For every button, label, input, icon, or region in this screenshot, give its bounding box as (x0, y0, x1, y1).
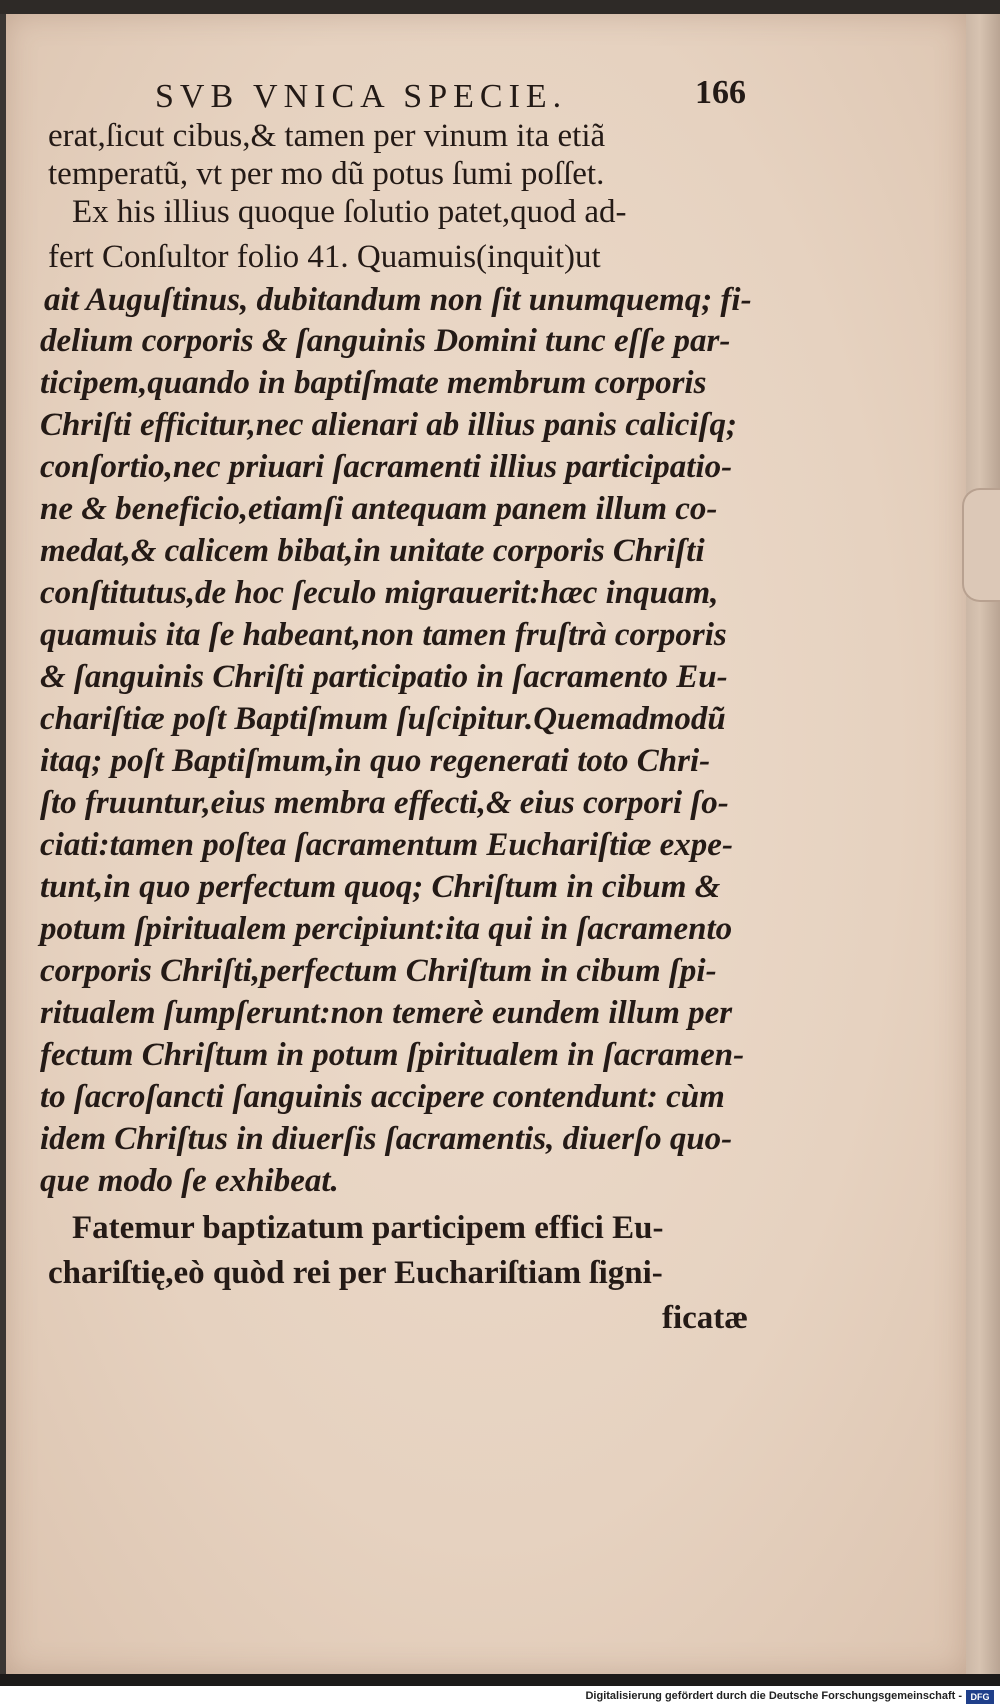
text-line: temperatũ, vt per mo dũ potus ſumi poſſet. (48, 156, 605, 192)
text-line: Fatemur baptizatum participem effici Eu- (72, 1210, 664, 1246)
text-line: ticipem,quando in baptiſmate membrum corporis (40, 365, 707, 401)
text-line: to ſacroſancti ſanguinis accipere contendunt: cùm (40, 1079, 725, 1115)
text-line: itaq; poſt Baptiſmum,in quo regenerati toto Chri- (40, 743, 711, 779)
text-line: ciati:tamen poſtea ſacramentum Euchariſtiæ expe- (40, 827, 733, 863)
text-line: quamuis ita ſe habeant,non tamen fruſtrà corporis (40, 617, 727, 653)
text-line: conſortio,nec priuari ſacramenti illius participatio- (40, 449, 733, 485)
text-line: delium corporis & ſanguinis Domini tunc eſſe par- (40, 323, 731, 359)
dfg-logo: DFG (966, 1690, 994, 1704)
text-line: ne & beneficio,etiamſi antequam panem illum co- (40, 491, 718, 527)
text-line: & ſanguinis Chriſti participatio in ſacramento Eu- (40, 659, 728, 695)
text-line: conſtitutus,de hoc ſeculo migrauerit:hæc inquam, (40, 575, 719, 611)
text-line: Chriſti efficitur,nec alienari ab illius panis caliciſq; (40, 407, 738, 443)
text-line: fectum Chriſtum in potum ſpiritualem in ſacramen- (40, 1037, 745, 1073)
running-head: SVB VNICA SPECIE. (155, 78, 568, 115)
text-line: que modo ſe exhibeat. (40, 1163, 339, 1199)
page-tab-mark (962, 488, 1000, 602)
text-line: fert Conſultor folio 41. Quamuis(inquit)ut (48, 239, 601, 275)
text-line: ſto fruuntur,eius membra effecti,& eius corpori ſo- (40, 785, 729, 821)
page-number: 166 (695, 74, 746, 111)
text-line: ritualem ſumpſerunt:non temerè eundem illum per (40, 995, 733, 1031)
text-line: Ex his illius quoque ſolutio patet,quod ad- (72, 194, 627, 230)
digitization-footer (0, 1686, 1000, 1708)
text-line: ait Auguſtinus, dubitandum non ſit unumquemq; fi- (44, 282, 752, 318)
text-line: idem Chriſtus in diuerſis ſacramentis, diuerſo quo- (40, 1121, 733, 1157)
footer-credit: Digitalisierung gefördert durch die Deutsche Forschungsgemeinschaft - (585, 1690, 962, 1702)
text-line: corporis Chriſti,perfectum Chriſtum in cibum ſpi- (40, 953, 717, 989)
text-line: potum ſpiritualem percipiunt:ita qui in ſacramento (40, 911, 733, 947)
text-line: chariſtiæ poſt Baptiſmum ſuſcipitur.Quemadmodũ (40, 701, 726, 737)
scan-bottom-edge (0, 1674, 1000, 1686)
catchword: ficatæ (662, 1300, 749, 1336)
text-line: chariſtię,eò quòd rei per Euchariſtiam ſigni- (48, 1255, 663, 1291)
page-fore-edge (966, 14, 1000, 1674)
text-line: erat,ſicut cibus,& tamen per vinum ita etiã (48, 118, 606, 154)
text-line: medat,& calicem bibat,in unitate corporis Chriſti (40, 533, 705, 569)
text-line: tunt,in quo perfectum quoq; Chriſtum in cibum & (40, 869, 721, 905)
